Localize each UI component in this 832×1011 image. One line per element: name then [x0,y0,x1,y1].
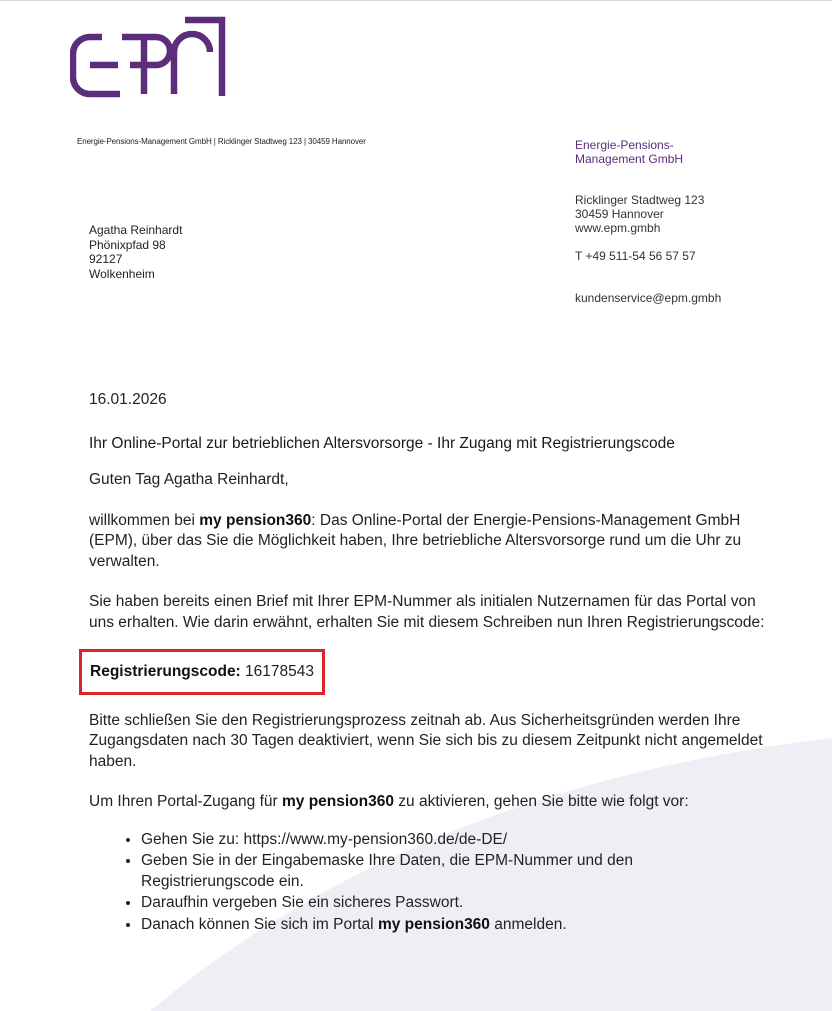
portal-name: my pension360 [199,511,312,529]
company-email: kundenservice@epm.gmbh [575,291,722,305]
recipient-city: Wolkenheim [89,266,155,281]
portal-name: my pension360 [281,793,394,810]
info-paragraph: Sie haben bereits einen Brief mit Ihrer EPM-Nummer als initialen Nutzernamen für das Portal von uns erhalten. Wie darin erwähnt, erhalten Sie mit diesem Schreiben nun Ihren Registrierungscode: [89,593,765,631]
instructions-list [89,829,769,936]
company-city: 30459 Hannover [575,207,664,221]
letter-subject: Ihr Online-Portal zur betrieblichen Altersvorsorge - Ihr Zugang mit Registrierungscode [89,434,675,452]
company-phone: T +49 511-54 56 57 57 [575,249,696,263]
recipient-street: Phönixpfad 98 [89,237,166,252]
recipient-address [89,223,182,281]
list-item: • Geben Sie in der Eingabemaske Ihre Daten, die EPM-Nummer und den Registrierungscode ein. [141,850,769,892]
list-item [141,914,769,936]
sender-address-line: Energie-Pensions-Management GmbH | Ricklinger Stadtweg 123 | 30459 Hannover [77,137,366,146]
list-item: • Daraufhin vergeben Sie ein sicheres Passwort. [141,892,769,914]
greeting: Guten Tag Agatha Reinhardt, [89,471,289,488]
list-item: • Gehen Sie zu: https://www.my-pension360.de/de-DE/ [141,829,769,851]
registration-code-value: 16178543 [245,663,315,680]
letter-date: 16.01.2026 [89,391,167,408]
company-website: www.epm.gmbh [575,221,661,235]
instructions-text-start: Um Ihren Portal-Zugang für [89,793,282,810]
registration-code-label: Registrierungscode: [90,663,241,680]
instructions-intro [89,792,769,813]
welcome-text-end: : Das Online-Portal der Energie-Pensions-Management GmbH (EPM), über das Sie die Möglichkeit haben, Ihre betriebliche Altersvorsorge rund um die Uhr zu verwalten. [89,511,742,570]
welcome-text-start: willkommen bei [89,511,200,529]
recipient-zip: 92127 [89,252,123,266]
bullet-text-end: anmelden. [489,915,567,933]
deadline-paragraph: Bitte schließen Sie den Registrierungsprozess zeitnah ab. Aus Sicherheitsgründen werden Ihre Zugangsdaten nach 30 Tagen deaktiviert, wenn Sie sich bis zu diesem Zeitpunkt nicht angemeldet haben. [89,711,763,770]
letter-body [89,390,769,935]
company-name: Energie-Pensions-Management GmbH [575,138,684,166]
welcome-paragraph [89,511,769,573]
bullet-text-start: Danach können Sie sich im Portal [141,915,378,933]
instructions-text-end: zu aktivieren, gehen Sie bitte wie folgt vor: [393,793,689,810]
epm-logo [70,14,232,102]
registration-code-box [79,649,325,695]
company-street: Ricklinger Stadtweg 123 [575,193,705,207]
recipient-name: Agatha Reinhardt [89,223,183,237]
portal-name: my pension360 [377,915,490,933]
company-info-block [575,138,815,305]
